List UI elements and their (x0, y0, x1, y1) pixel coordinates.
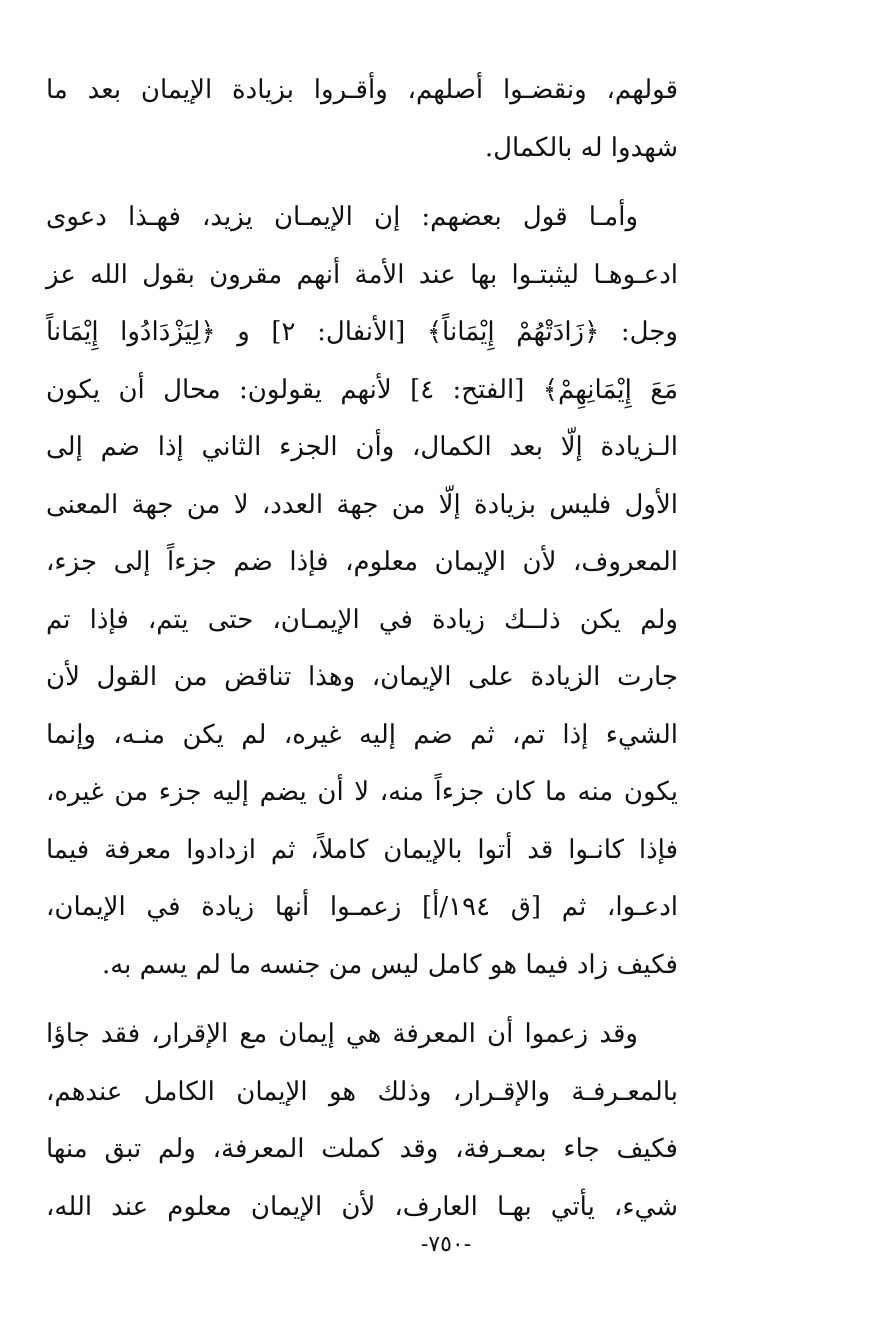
paragraph-3 (46, 1006, 678, 1236)
text-line: وقد زعموا أن المعرفة هي إيمان مع الإقرار، فقد جاؤا (46, 1019, 638, 1049)
text-line: شهدوا له بالكمال. (484, 132, 678, 163)
text-line: بالمعـرفـة والإقـرار، وذلك هو الإيمان الكامل عندهم، (46, 1076, 678, 1107)
text-line: فإذا كانـوا قد أتوا بالإيمان كاملاً، ثم ازدادوا معرفة فيما (46, 834, 678, 865)
text-line: شيء، يأتي بهـا العارف، لأن الإيمان معلوم عند الله، (46, 1191, 678, 1222)
page-body (46, 62, 678, 1236)
text-line: الشيء إذا تم، ثم ضم إليه غيره، لم يكن منـه، وإنما (46, 719, 678, 750)
text-line: المعروف، لأن الإيمان معلوم، فإذا ضم جزءاً إلى جزء، (46, 547, 678, 577)
text-line: جارت الزيادة على الإيمان، وهذا تناقض من القول لأن (46, 662, 678, 692)
text-line: ادعـوهـا ليثبتـوا بها عند الأمة أنهم مقرون بقول الله عز (46, 259, 678, 290)
text-line: الأول فليس بزيادة إلّا من جهة العدد، لا من جهة المعنى (46, 489, 678, 520)
text-line: فكيف جاء بمعـرفة، وقد كملت المعرفة، ولم تبق منها (46, 1134, 678, 1164)
paragraph-1 (46, 62, 678, 177)
text-line: مَعَ إِيْمَانِهِمْ﴾ [الفتح: ٤] لأنهم يقولون: محال أن يكون (46, 374, 678, 405)
paragraph-gap (46, 994, 678, 1006)
text-line: الـزيادة إلّا بعد الكمال، وأن الجزء الثاني إذا ضم إلى (46, 432, 678, 462)
paragraph-gap (46, 177, 678, 189)
text-line: فكيف زاد فيما هو كامل ليس من جنسه ما لم يسم به. (101, 949, 678, 980)
text-line: ادعـوا، ثم [ق ١٩٤/أ] زعمـوا أنها زيادة في الإيمان، (46, 892, 678, 922)
text-line: وأمـا قول بعضهم: إن الإيمـان يزيد، فهـذا دعوى (46, 202, 638, 232)
text-line: وجل: ﴿زَادَتْهُمْ إِيْمَاناً﴾ [الأنفال: ٢] و ﴿لِيَزْدَادُوا إِيْمَاناً (46, 317, 678, 347)
text-line: ولم يكن ذلــك زيادة في الإيمـان، حتى يتم، فإذا تم (46, 604, 678, 635)
text-line: يكون منه ما كان جزءاً منه، لا أن يضم إليه جزء من غيره، (46, 777, 678, 807)
page-number: -٧٥٠- (420, 1232, 472, 1257)
text-line: قولهم، ونقضـوا أصلهم، وأقـروا بزيادة الإيمان بعد ما (46, 75, 678, 105)
paragraph-2 (46, 189, 678, 994)
